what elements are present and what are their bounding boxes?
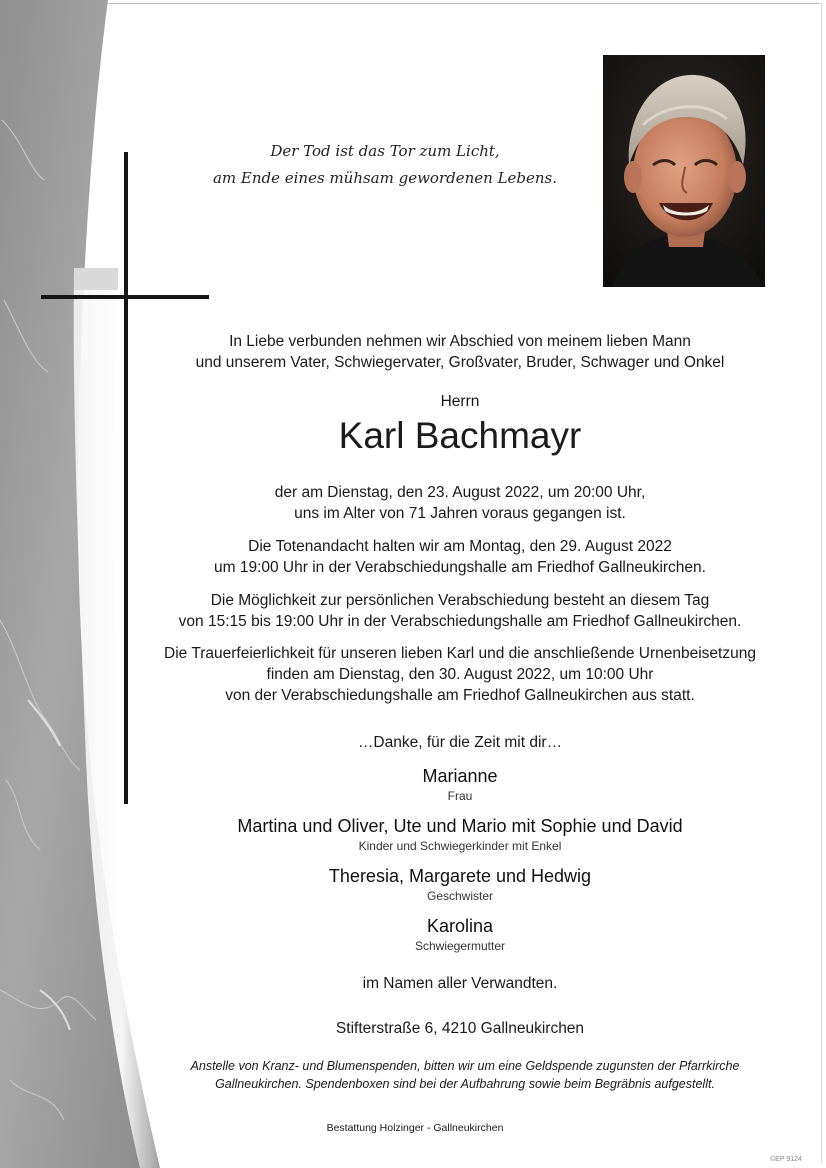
farewell-line-1: Die Möglichkeit zur persönlichen Verabschiedung besteht an diesem Tag xyxy=(210,592,710,609)
death-line-2: uns im Alter von 71 Jahren voraus gegangen ist. xyxy=(294,505,626,522)
vigil-notice xyxy=(150,536,770,578)
intro-line-2: und unserem Vater, Schwiegervater, Großvater, Bruder, Schwager und Onkel xyxy=(195,354,725,371)
ceremony-line-1: Die Trauerfeierlichkeit für unseren lieben Karl und die anschließende Urnenbeisetzung xyxy=(164,645,756,662)
intro-line-1: In Liebe verbunden nehmen wir Abschied von meinem lieben Mann xyxy=(229,333,691,350)
salutation: Herrn xyxy=(440,393,480,410)
death-notice xyxy=(150,482,770,524)
ceremony-line-2: finden am Dienstag, den 30. August 2022, um 10:00 Uhr xyxy=(266,666,654,683)
deceased-name: Karl Bachmayr xyxy=(338,415,582,456)
cross-vertical-bar xyxy=(124,152,128,804)
quote-block xyxy=(150,138,620,192)
family-name-4: Karolina xyxy=(426,916,494,936)
ceremony-line-3: von der Verabschiedungshalle am Friedhof Gallneukirchen aus statt. xyxy=(225,687,695,704)
family-name-3: Theresia, Margarete und Hedwig xyxy=(328,866,592,886)
top-border-line xyxy=(108,3,820,4)
form-code: ©EP 9124 xyxy=(770,1156,802,1163)
family-role-1: Frau xyxy=(447,789,473,803)
death-line-1: der am Dienstag, den 23. August 2022, um 20:00 Uhr, xyxy=(274,484,646,501)
intro-block xyxy=(150,331,770,373)
address-line: Stifterstraße 6, 4210 Gallneukirchen xyxy=(335,1020,585,1037)
thanks-line: …Danke, für die Zeit mit dir… xyxy=(357,734,563,751)
vigil-line-2: um 19:00 Uhr in der Verabschiedungshalle am Friedhof Gallneukirchen. xyxy=(214,559,706,576)
family-role-3: Geschwister xyxy=(426,889,494,903)
farewell-line-2: von 15:15 bis 19:00 Uhr in der Verabschiedungshalle am Friedhof Gallneukirchen. xyxy=(178,613,742,630)
cross-horizontal-bar xyxy=(41,295,209,299)
farewell-notice xyxy=(150,590,770,632)
family-name-1: Marianne xyxy=(422,766,498,786)
funeral-home-footer: Bestattung Holzinger - Gallneukirchen xyxy=(326,1122,504,1134)
quote-line-1: Der Tod ist das Tor zum Licht, xyxy=(270,142,500,160)
donation-line-2: Gallneukirchen. Spendenboxen sind bei der Aufbahrung sowie beim Begräbnis aufgestellt. xyxy=(215,1077,715,1091)
vigil-line-1: Die Totenandacht halten wir am Montag, den 29. August 2022 xyxy=(248,538,672,555)
family-role-4: Schwiegermutter xyxy=(414,939,506,953)
portrait-illustration xyxy=(603,55,765,287)
family-name-2: Martina und Oliver, Ute und Mario mit Sophie und David xyxy=(237,816,683,836)
portrait-photo xyxy=(603,55,765,287)
ceremony-notice xyxy=(150,643,770,706)
relatives-line: im Namen aller Verwandten. xyxy=(362,975,558,992)
quote-line-2: am Ende eines mühsam gewordenen Lebens. xyxy=(212,169,558,187)
family-role-2: Kinder und Schwiegerkinder mit Enkel xyxy=(358,839,562,853)
donation-note xyxy=(140,1057,790,1093)
donation-line-1: Anstelle von Kranz- und Blumenspenden, bitten wir um eine Geldspende zugunsten der Pfarrkirche xyxy=(190,1059,740,1073)
right-border-line xyxy=(821,3,822,1163)
